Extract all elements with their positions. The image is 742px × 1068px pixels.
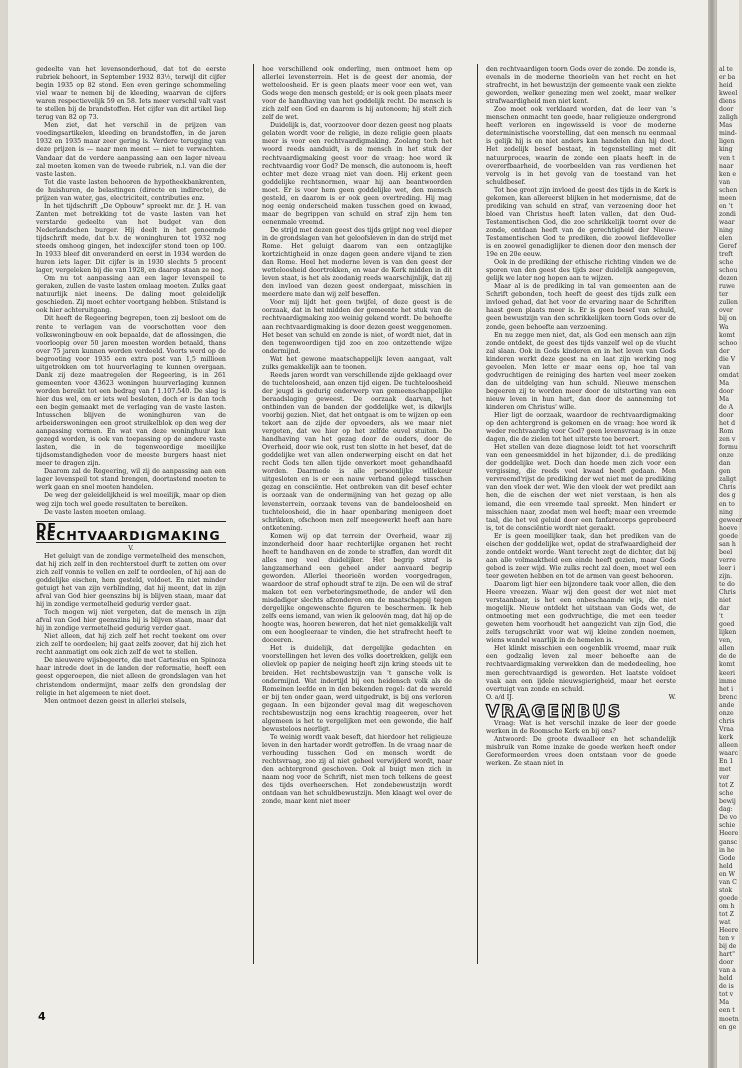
right-page-fragment: Geref <box>719 243 737 251</box>
paragraph: Toch mogen wij niet vergeten, dat de mensch in zijn afval van God hier geenszins bij is blijven staan, maar dat hij in zondige vermetelheid gedurig verder gaat. <box>36 609 226 633</box>
right-page-fragment: schie <box>719 822 736 830</box>
right-page-fragment: ning <box>719 508 733 516</box>
right-page-fragment: komt <box>719 661 735 669</box>
right-page-fragment: san h <box>719 540 736 548</box>
right-page-fragment: ten v <box>719 935 735 943</box>
right-page-fragment: Ma <box>719 379 730 387</box>
signature-right: W. <box>668 693 676 701</box>
right-page-fragment: heid <box>719 82 733 90</box>
right-page-fragment: wat <box>719 918 731 926</box>
right-page-fragment: alleen <box>719 741 738 749</box>
right-page-fragment: 't <box>719 613 724 621</box>
right-page-fragment: en W <box>719 870 735 878</box>
right-page-fragment: het d <box>719 420 736 428</box>
right-page-fragment: van a <box>719 967 736 975</box>
right-page-fragment: gansc <box>719 838 738 846</box>
right-page-fragment: niet <box>719 597 732 605</box>
column-1 <box>36 66 226 706</box>
right-page-fragment: dar <box>719 605 730 613</box>
right-page-fragment: bewij <box>719 798 736 806</box>
paragraph: Voor mij lijdt het geen twijfel, of deze geest is de oorzaak, dat in het midden der gemeente het stuk van de rechtvaardigmaking zoo weinig gekend wordt. De behoefte aan rechtvaardigmaking is door dezen geest weggenomen. Het beset van schuld en zonde is niet, of wordt niet, dat in den tegenwoordigen tijd zoo en zoo ontzettende wijze ondermijnd. <box>262 299 452 355</box>
right-page-fragment: gen <box>719 468 731 476</box>
right-page-fragment: Ma <box>719 999 730 1007</box>
paragraph: Daarom zal de Regeering, wil zij de aanpassing aan een lager levenspeil tot stand brengen, doortastend moeten te werk gaan en snel moeten handelen. <box>36 468 226 492</box>
paragraph: Het is duidelijk, dat dergelijke gedachten en voorstellingen het leven des volks doortrekken, gelijk een olievlek op papier de neiging heeft zijn kring steeds uit te breiden. Het rechtsbewustzijn van 't gansche volk is ondermijnd. Wat indertijd bij een heidensch volk als de Romeinen leefde en in den bekenden regel: dat de wereld er bij ten onder gaan, werd uitgedrukt, is bij ons verloren gegaan. In een bijzonder geval mag dit wegeschoven rechtsbewustzijn nog eens krachtig reageeren, over het algemeen is het te vergelijken met een gewonde, die half bewusteloos neerligt. <box>262 645 452 733</box>
right-page-fragment: Gode <box>719 854 736 862</box>
right-page-fragment: met <box>719 766 732 774</box>
right-page-fragment: bij de <box>719 943 737 951</box>
right-page-fragment: Wa <box>719 323 729 331</box>
column-divider <box>253 64 254 964</box>
right-page-fragment: Heere <box>719 927 739 935</box>
paragraph: Het stellen van deze diagnose leidt tot het voorschrift van een geneesmiddel in het bijzonder, d.i. de prediking der goddelijke wet. Doch dan hoede men zich voor een vergissing, die reeds veel kwaad heeft gedaan. Men vervreemd'rijst de prediking der wet niet met de prediking van den vloek der wet. Wie den vloek der wet predikt aan hen, die de eischen der wet niet verstaan, is hen als iemand, die een vreemde taal spreekt. Men hindert er misschien naar, zoodat men wel heeft; maar een vreemde taal, die het vol geluid door een fanfarecorps geprobeerd is, tot de consciëntie wordt niet geraakt. <box>486 444 676 532</box>
paragraph: Ook in de prediking der ethische richting vinden we de sporen van den geest des tijds zeer duidelijk aangegeven, gelijk we later nog hopen aan te wijzen. <box>486 259 676 283</box>
right-page-fragment: al te <box>719 66 733 73</box>
page-number: 4 <box>38 1010 46 1023</box>
right-page-fragment: zondi <box>719 210 736 218</box>
right-page-fragment: meen <box>719 194 737 202</box>
section-title-vragenbus: VRAGENBUS <box>486 701 623 722</box>
right-page-fragment: naar <box>719 162 734 170</box>
right-page-fragment: sche <box>719 259 734 267</box>
right-page-fragment: bij on <box>719 315 737 323</box>
question: Vraag: Wat is het verschil inzake de leer der goede werken in de Roomsche Kerk en bij ons? <box>486 719 676 735</box>
column-3 <box>486 66 676 768</box>
right-page-fragment: formu <box>719 444 738 452</box>
right-page-fragment: door <box>719 106 734 114</box>
right-page-fragment: ken e <box>719 170 737 178</box>
right-page-fragment: des g <box>719 492 736 500</box>
paragraph: Er is geen moeilijker taak, dan het prediken van de eischen der goddelijke wet, opdat de strafwaardigheid der zonde ontdekt worde. Want terecht zegt de dichter, dat bij aan alle volmaaktheid een einde heeft gezien, maar Gods gebod is zeer wijd. Wie zulks recht zal doen, moet wel een teer geweten hebben en tot de armen van geest behooren. <box>486 532 676 580</box>
right-page-fragment: de is <box>719 983 734 991</box>
right-page-fragment: en to <box>719 500 735 508</box>
right-page-fragment: omdat <box>719 371 739 379</box>
paragraph: Duidelijk is, dat, voorzoover door dezen geest nog plaats gelaten wordt voor de religie, in deze religie geen plaats meer is voor een rechtvaardigmaking. Zoolang toch het woord reeds aanduidt, is de mensch in het stuk der rechtvaardigmaking geest voor de vraag: hoe word ik rechtvaardig voor God? De mensch, die autonoom is, heeft echter met deze vraag niet van doen. Hij erkent geen goddelijke rechtsnormen, waar hij aan beantwoorden moet. Er is voor hem geen goddelijke wet, den mensch gesteld, en daarom is er ook geen overtreding. Hij mag nog eenig onderscheid maken tusschen goed en kwaad, maar de begrippen van schuld en straf zijn hem ten eenenmale vreemd. <box>262 122 452 226</box>
right-page-fragment: ning <box>719 226 733 234</box>
paragraph: den rechtvaardigen toorn Gods over de zonde. De zonde is, evenals in de moderne theorieën van het recht en het strafrecht, in het bewustzijn der gemeente vaak een ziekte geworden, welker genezing men wel zoekt, maar welker strafwaardigheid men niet kent. <box>486 66 676 106</box>
right-page-fragment: onze <box>719 709 734 717</box>
right-page-fragment: leer i <box>719 564 736 572</box>
right-page-fragment: ven t <box>719 154 735 162</box>
right-page-fragment: elen <box>719 234 733 242</box>
paragraph: In het tijdschrift „De Opbouw" spreekt mr. dr. J. H. van Zanten met betrekking tot de vaste lasten van het verstarde gedeelte van het budget van den Nederlandschen burger. Hij deelt in het genoemde tijdschrift mede, dat b.v. de woninghuren tot 1932 nog steeds omhoog gingen, het indexcijfer stond toen op 100. In 1933 bleef dit onveranderd en eerst in 1934 werden de huren iets lager. Dit cijfer is in 1930 slechts 5 procent lager, vergeleken bij die van 1928, en daarop staan ze nog. <box>36 202 226 275</box>
right-page-fragment: Ma <box>719 395 730 403</box>
right-page-fragment: verre <box>719 556 736 564</box>
right-page-fragment: hart" <box>719 951 735 959</box>
right-page-fragment: De vo <box>719 814 737 822</box>
paragraph: Komen wij op dat terrein der Overheid, waar zij inzonderheid door haar rechterlijke organen het recht heeft te handhaven en de zonde te straffen, dan wordt dit alles nog veel duidelijker. Het begrip straf is langzamerhand een geheel ander aanvaard begrip geworden. Allerlei theorieën worden voorgedragen, waardoor de straf ophoudt straf te zijn. De een wil de straf maken tot een verbeteringsmethode, de ander wil den misdadiger slechts afzonderen om de maatschappij tegen dergelijke ongewenschte figuren te beschermen. Ik heb zelfs eens iemand, van wien ik geloovén mag, dat hij op de hoogte was, hooren beweren, dat het niet gemakkelijk valt om een hoogleeraar te vinden, die het strafrecht heeft te doceeren. <box>262 532 452 645</box>
right-page-fragment: treft <box>719 251 733 259</box>
right-page-fragment: imme <box>719 677 737 685</box>
signature <box>486 694 676 702</box>
right-page-fragment: ande <box>719 701 735 709</box>
paragraph: hoe verschillend ook onderling, men ontmoet hem op allerlei levensterrein. Het is de geest der anomia, der wetteloosheid. Er is geen plaats meer voor een wet, van Gods wege den mensch gesteld; er is ook geen plaats meer voor de handhaving van het goddelijk recht. De mensch is zich zelf een God en daarom is hij autonoom; hij stelt zich zelf de wet. <box>262 66 452 122</box>
right-page-fragment: goed <box>719 621 735 629</box>
paragraph: De vaste lasten moeten omlaag. <box>44 508 147 516</box>
right-page-fragment: zaligh <box>719 114 738 122</box>
magazine-page-right-edge <box>716 0 742 1068</box>
right-page-fragment: en 't <box>719 202 733 210</box>
magazine-page-left <box>8 0 708 1068</box>
paragraph: De strijd met dezen geest des tijds grijpt nog veel dieper in de grondslagen van het geloofsleven in dan de strijd met Rome. Het geluigt daarom van een ontzaglijke kortzichtigheid in onze dagen geen andere vijand te zien dan Rome. Heel het moderne leven is van den geest der wetteloosheid doortrokken, en waar de Kerk midden in dit leven staat, is het als zoodanig reeds waarschijnlijk, dat zij den invloed van dezen geest ondergaat, misschien in meerdere mate dan wij zelf beseffen. <box>262 226 452 299</box>
paragraph: Zoo moet ook verklaard worden, dat de leer van 's menschen onmacht ten goede, haar religieuze ondergrond heeft verloren en ingewisseld is voor de moderne deterministische voorstelling, dat een mensch nu eenmaal is gelijk hij is en niet anders kan handelen dan hij doet. Het zedelijk besef bestaat, in tegenstelling met dit natuurproces, waarin de zonde een plaats heeft in de overerfbaarheid, de voorbeelden van ras verdienen het vervolg is in het gevolg van de toestand van het schuldbesef. <box>486 106 676 186</box>
right-page-fragment: zen v <box>719 436 736 444</box>
paragraph: Het klinkt misschien een oogenblik vreemd, maar ruik een godzalig leven zal meer behoefte aan de rechtvaardigmaking verwekken dan de mededeeling, hoe men gerechtvaardigd is geworden. Het laatste voldoet vaak aan een ijdele nieuwsgierigheid, maar het eerste overtuigt van zonde en schuld. <box>486 645 676 693</box>
paragraph: Daarom ligt hier een bijzondere taak voor allen, die den Heere vreezen. Waar wij den geest der wet niet met verstaanbaar, is het een onbeschaamde wijs, die niet mogelijk. Nieuw ontdekt het uitstaan van Gods wet, de ontmoeting met een godvruchtige, die met een teeder geweten hem voorhoudt het aangezicht van zijn God, die zelfs terugschrikt voor wat wij kleine zonden noemen, wiens wandel waarlijk in de hemelen is. <box>486 581 676 645</box>
right-page-fragment: tot Z <box>719 910 734 918</box>
right-page-fragment: in he <box>719 846 735 854</box>
right-page-fragment: het i <box>719 685 734 693</box>
right-page-fragment: ruwe <box>719 283 735 291</box>
answer: Antwoord: De groote dwaalleer en het schandelijk misbruik van Rome inzake de goede werken heeft onder Gereformeerden vrees doen ontstaan voor de goede werken. Ze staan niet in <box>486 735 676 767</box>
paragraph: Men ontmoet dezen geest in allerlei stelsels, <box>44 697 187 705</box>
right-page-fragment: mind- <box>719 130 737 138</box>
right-page-fragment: Chris <box>719 589 736 597</box>
right-page-fragment: van C <box>719 878 737 886</box>
right-page-fragment: Rom <box>719 428 734 436</box>
right-page-fragment: waar <box>719 218 735 226</box>
right-page-fragment: chris <box>719 717 735 725</box>
right-page-text-fragments <box>717 66 742 1032</box>
column-divider <box>477 64 478 964</box>
right-page-fragment: die V <box>719 355 736 363</box>
right-page-fragment: ver <box>719 774 730 782</box>
right-page-fragment: om h <box>719 902 735 910</box>
right-page-fragment: van <box>719 363 731 371</box>
section-title: DE RECHTVAARDIGMAKING <box>36 521 226 543</box>
right-page-fragment: goede <box>719 894 738 902</box>
right-page-fragment: brenc <box>719 693 738 701</box>
right-page-fragment: en ge <box>719 1023 737 1031</box>
right-page-fragment: goede <box>719 532 738 540</box>
right-page-fragment: ter <box>719 291 729 299</box>
paragraph: Het geluigt van de zondige vermetelheid des menschen, dat hij zich zelf in den rechterstoel durft te zetten om over zich zelf vonnis te vellen en zelf te oordeelen, of hij aan de goddelijke eischen, hem gesteld, voldoet. En niet minder getuigt het van zijn verblinding, dat hij meent, dat in zijn afval van God hier geenszins bij is blijven staan, maar dat hij in zondige vermetelheid gedurig verder gaat. <box>36 552 226 609</box>
right-page-fragment: door <box>719 412 734 420</box>
section-number: V. <box>128 544 134 552</box>
right-page-fragment: van <box>719 178 731 186</box>
right-page-fragment: keeri <box>719 669 736 677</box>
right-page-fragment: stok <box>719 886 733 894</box>
right-page-fragment: ven, <box>719 637 733 645</box>
right-page-fragment: held <box>719 975 733 983</box>
right-page-fragment: Heere <box>719 830 739 838</box>
right-page-fragment: kweel <box>719 90 738 98</box>
paragraph: De nieuwere wijsbegeerte, die met Cartesius en Spinoza haar intrede doet in de landen der reformatie, heeft een geest opgeroepen, die niet alleen de grondslagen van het christendom ondermijnt, maar zelfs den grondslag der religie in het algemeen te niet doet. <box>36 657 226 697</box>
paragraph: De weg der geleidelijkheid is wel moeilijk, maar op dien weg zijn toch wel goede resultaten te bereiken. <box>36 492 226 508</box>
column-2 <box>262 66 452 806</box>
paragraph: Te weinig wordt vaak beseft, dat hierdoor het religieuze leven in den hartader wordt getroffen. In de vraag naar de verhouding tusschen God en mensch wordt de rechtsvraag, zoo zij al niet geheel verwijderd wordt, naar den achtergrond geschoven. Ook al buigt men zich in naam nog voor de Schrift, niet men toch telkens de geest des tijds overheerschen. Het zondebewustzijn wordt ontdaan van het schuldbewustzijn. Men klaagt wel over de zonde, maar kent niet meer <box>262 733 452 806</box>
paragraph: Hier ligt de oorzaak, waardoor de rechtvaardigmaking op den achtergrond is gekomen en de vraag: hoe word ik weder rechtvaardig voor God? geen levensvraag is in onze dagen, die de zielen tot het uiterste toe beroert. <box>486 412 676 444</box>
paragraph: Wat het gewone maatschappelijk leven aangaat, valt zulks gemakkelijk aan te toonen. <box>262 355 452 371</box>
right-page-fragment: held <box>719 862 733 870</box>
right-page-fragment: beel <box>719 548 733 556</box>
right-page-fragment: moetn <box>719 1015 739 1023</box>
right-page-fragment: Vraa <box>719 725 734 733</box>
right-page-fragment: dezen <box>719 275 738 283</box>
paragraph: Om nu tot aanpassing aan een lager levenspeil te geraken, zullen de vaste lasten omlaag moeten. Zulks gaat natuurlijk niet ineens. De daling moet geleidelijk geschieden. Zij moet echter voortgang hebben. Stilstand is ook hier achteruitgang. <box>36 275 226 315</box>
right-page-fragment: geweer <box>719 516 742 524</box>
right-page-fragment: Mas <box>719 122 733 130</box>
right-page-fragment: schou <box>719 267 738 275</box>
right-page-fragment: allen <box>719 645 735 653</box>
paragraph: Reeds jaren wordt van verschillende zijde geklaagd over de tuchteloosheid, aan onzen tijd eigen. De tuchteloosheid der jeugd is gedurig onderwerp van gemeenschappelijke beraadslaging geweest. De oorzaak daarvan, het ontbinden van de banden der goddelijke wet, is dikwijls voorbij gezien. Niet, dat het ontgaat is om te wijzen op een tekort aan de zijde der opvoeders, als we maar niet vergeten, dat we hier op het zelfde euvel stuiten. De handhaving van het gezag door de ouders, door de Overheid, door wie ook, rust ten slotte in het besef, dat de goddelijke wet van allen onderwerping eischt en dat het recht Gods ten allen tijde onverkort moet gehandhaafd worden. Daarmede is alle persoonlijke willekeur uitgesloten en is er een nauw verband gelegd tusschen gezag en consciëntie. Het ontbreken van dit besef echter is oorzaak van de ondermijning van het gezag op alle levensterrein, oorzaak tevens van de bandeloosheid en tuchteloosheid, die in haar openbaring menigeen doet schrikken, ofschoon men zelf meegewerkt heeft aan hare ontketening. <box>262 371 452 532</box>
right-page-fragment: der <box>719 347 730 355</box>
right-page-fragment: komt <box>719 331 735 339</box>
right-page-fragment: schoo <box>719 339 738 347</box>
signature-left: O. a/d IJ. <box>486 693 514 701</box>
right-page-fragment: schen <box>719 186 738 194</box>
right-page-fragment: door <box>719 387 734 395</box>
right-page-fragment: zaligt <box>719 476 737 484</box>
right-page-fragment: een t <box>719 1007 735 1015</box>
right-page-fragment: door <box>719 959 734 967</box>
paragraph: gedeelte van het levensonderhoud, dat tot de eerste rubriek behoort, in September 1932 83½, terwijl dit cijfer begin 1935 op 82 stond. Een even geringe schommeling viel waar te nemen bij de kleeding, waarvan de cijfers waren respectievelijk 59 en 58. Iets meer verschil valt vast te stellen bij de brandstoffen. Het cijfer van dit artikel liep terug van 82 op 73. <box>36 66 226 122</box>
right-page-fragment: onze <box>719 452 734 460</box>
right-page-fragment: te do <box>719 581 735 588</box>
right-page-fragment: hoeve <box>719 524 738 532</box>
right-page-fragment: diens <box>719 98 736 106</box>
right-page-fragment: zijn. <box>719 572 733 580</box>
paragraph: Tot hoe groot zijn invloed de geest des tijds in de Kerk is gekomen, kan allereerst blijken in het modernisme, dat de prediking van schuld en straf, van verzoening door het bloed van Christus heeft laten vallen, dat den Oud-Testamentischen God, die zoo schrikkelijk toornt over de zonde, ontdaan heeft van de gerechtigheid der Nieuw-Testamentischen God te prediken, die zoowel liefdevoller is en zoowel genadiglijker te dienen door den mensch der 19e en 20e eeuw. <box>486 186 676 259</box>
paragraph: Men ziet, dat het verschil in de prijzen van voedingsartikelen, kleeding en brandstoffen, in de jaren 1932 en 1935 maar zeer gering is. Verdere terugging van deze prijzen is — naar men meent — niet te verwachten. Vandaar dat de verdere aanpassing aan een lager niveau zal moeten komen van de tweede rubriek, n.l. van die der vaste lasten. <box>36 122 226 178</box>
right-page-fragment: dan <box>719 460 731 468</box>
book-gutter <box>708 0 716 1068</box>
right-page-fragment: En 1 <box>719 758 734 766</box>
right-page-fragment: king <box>719 146 733 154</box>
paragraph: En nu zegge men niet, dat, als God een mensch aan zijn zonde ontdekt, de geest des tijds vanzelf wel op de vlucht zal slaan. Ook in Gods kinderen en in het leven van Gods kinderen werkt deze geest na en laat zijn werking nog gevoelen. Men lette er maar eens op, hoe tal van godvruchtigen de reiniging des harten veel meer zoeken dan de uitdelging van hun schuld. Nieuwe menschen begeeren zij te worden meer door de uitstorting van een nieuw leven in hun hart, dan door de aanneming tot kinderen om Christus' wille. <box>486 331 676 411</box>
paragraph: Maar al is de prediking in tal van gemeenten aan de Schrift gebonden, toch heeft de geest des tijds zulk een invloed gehad, dat het voor de ervaring naar de Schriften haast geen plaats meer is. Er is geen besef van schuld, geen bewustzijn van den schrikkelijken toorn Gods over de zonde, geen behoefte aan verzoening. <box>486 283 676 331</box>
paragraph: Tot die vaste lasten behooren de hypotheekbankrenten, de huishuren, de belastingen (directe en indirecte), de prijzen van water, gas, electriciteit, contributies enz. <box>36 178 226 202</box>
right-page-fragment: waarc <box>719 749 739 757</box>
right-page-fragment: ligen <box>719 138 735 146</box>
right-page-fragment: Chris <box>719 484 736 492</box>
right-page-fragment: tot Z <box>719 782 734 790</box>
right-page-fragment: de de <box>719 653 737 661</box>
right-page-fragment: sche <box>719 790 734 798</box>
right-page-fragment: kerk <box>719 733 734 741</box>
paragraph: Dit heeft de Regeering begrepen, toen zij besloot om de rente te verlagen van de voorschotten voor den volkswoningbouw en ook bepaalde, dat de aflossingen, die voorloopig over 50 jaren moesten worden betaald, thans over 75 jaren kunnen worden verdeeld. Voorts werd op de begrooting voor 1935 een extra post van 1,5 millioen uitgetrokken om tot huurverlaging te kunnen overgaan. Dank zij deze maatregelen der Regeering, is in 261 gemeenten voor 43623 woningen huurverlaging kunnen worden bereikt tot een bedrag van f 1.107.540. De slag is hier dus wel, om er iets wel besloten, doch er is dan toch een begin gemaakt met de verlaging van de vaste lasten. Intusschen blijven de woninghuren van de arbeiderswoningen een groot struikelblok op den weg der aanpassing vormen. En wat van deze woninghuur kan gezegd worden, is ook van toepassing op de andere vaste lasten, die in de tegenwoordige moeilijke tijdsomstandigheden voor de meeste burgers haast niet meer te dragen zijn. <box>36 315 226 468</box>
right-page-fragment: zullen <box>719 299 738 307</box>
right-page-fragment: lijken <box>719 629 737 637</box>
right-page-fragment: over <box>719 307 733 315</box>
right-page-fragment: tot v <box>719 991 734 999</box>
paragraph: Niet alleen, dat hij zich zelf het recht toekent om over zich zelf te oordeelen; hij gaat zelfs zoover, dat hij zich het recht aanmatigt om ook zich zelf de wet te stellen. <box>36 633 226 657</box>
right-page-fragment: er ba <box>719 74 736 82</box>
right-page-fragment: dag: <box>719 806 733 814</box>
right-page-fragment: de A <box>719 403 734 411</box>
